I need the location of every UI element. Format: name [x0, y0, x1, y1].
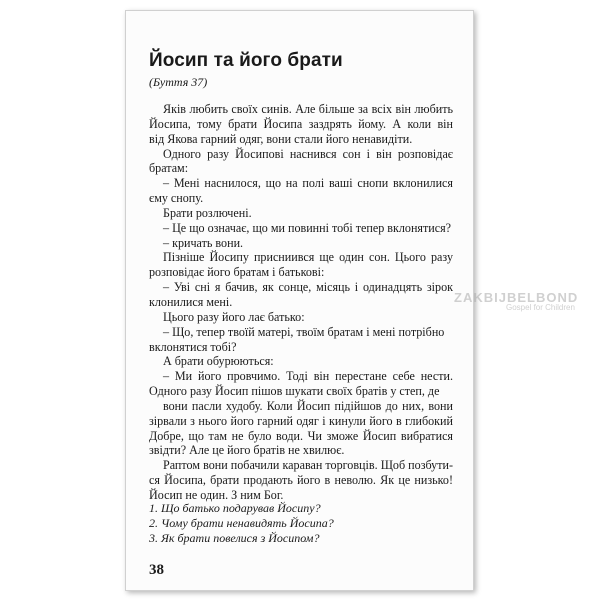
bible-reference: (Буття 37) [149, 75, 208, 89]
text-line: звідти? Але це його братів не хвилює. [149, 443, 345, 458]
text-line: Раптом вони побачили караван торговців. Щоб позбути- [163, 458, 453, 473]
text-line: Цього разу його лає батько: [163, 309, 305, 324]
watermark-logo: ZAKBIJBELBOND [454, 290, 579, 305]
text-line: братам: [149, 161, 189, 176]
text-line: Брати розлючені. [163, 205, 252, 220]
text-line: Йосип не один. З ним Бог. [149, 487, 284, 502]
text-line: клонилися мені. [149, 294, 233, 309]
text-line: єму снопу. [149, 191, 204, 206]
text-line: вони пасли худобу. Коли Йосип підійшов до них, вони [163, 398, 453, 413]
text-line: вклонятися тобі? [149, 339, 237, 354]
watermark-subtitle: Gospel for Children [506, 303, 575, 312]
text-line: Одного разу Йосип пішов шукати своїх братів у степ, де [149, 384, 440, 399]
text-line: зірвали з нього його гарний одяг і кинули його в глибокий [149, 413, 453, 428]
text-line: Добре, що там не було води. Чи зможе Йосип вибратися [149, 428, 453, 443]
text-line: – кричать вони. [163, 235, 244, 250]
story-text [149, 102, 453, 503]
text-line: – Мені наснилося, що на полі ваші снопи вклонилися [163, 176, 453, 191]
text-line: Одного разу Йосипові наснився сон і він розповідає [163, 146, 453, 161]
text-line: Пізніше Йосипу присниився ще один сон. Цього разу [163, 250, 453, 265]
watermark [454, 290, 578, 312]
text-line: – Це що означає, що ми повинні тобі тепер вклонятися? [163, 220, 452, 235]
page-number: 38 [149, 562, 164, 578]
question-list [149, 501, 334, 546]
text-line: від Якова гарний одяг, вони стали його ненавидіти. [149, 131, 413, 146]
question-item: 3. Як брати повелися з Йосипом? [149, 530, 320, 545]
text-line: А брати обурюються: [163, 354, 274, 369]
text-line: розповідає його братам і батькові: [149, 265, 325, 280]
text-line: ся Йосипа, брати продають його в неволю. Як це низько! [149, 473, 453, 488]
text-line: – Ми його провчимо. Тоді він перестане себе нести. [163, 369, 453, 384]
question-item: 1. Що батько подарував Йосипу? [149, 501, 321, 515]
page-title: Йосип та його брати [149, 50, 343, 71]
text-line: – Уві сні я бачив, як сонце, місяць і одинадцять зірок [163, 280, 453, 295]
book-page [125, 10, 579, 591]
text-line: Йосипа, тому брати Йосипа заздрять йому. А коли він [149, 116, 453, 131]
text-line: Яків любить своїх синів. Але більше за всіх він любить [163, 102, 453, 116]
question-item: 2. Чому брати ненавидять Йосипа? [149, 515, 334, 530]
text-line: – Що, тепер твоїй матері, твоїм братам і мені потрібно [163, 324, 445, 339]
